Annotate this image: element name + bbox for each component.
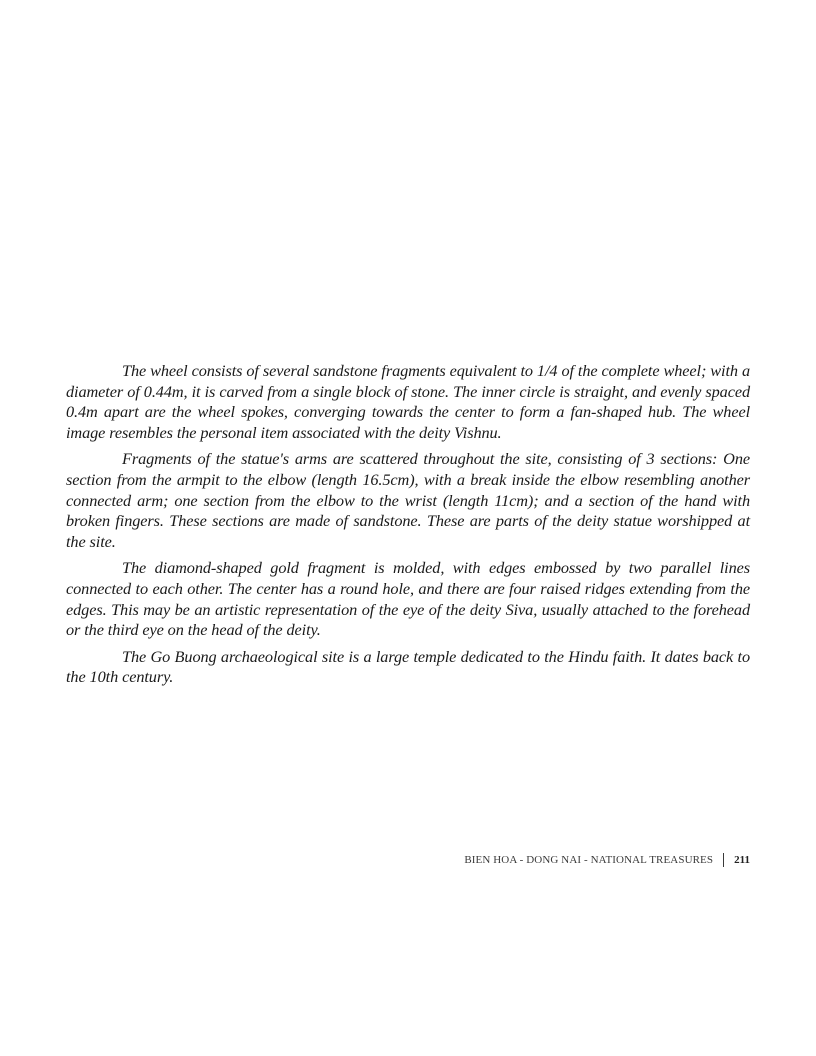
paragraph-wheel: The wheel consists of several sandstone fragments equivalent to 1/4 of the complete wheel; with a diameter of 0.44m, it is carved from a single block of stone. The inner circle is straight, and evenly spaced 0.4m apart are the wheel spokes, converging towards the center to form a fan-shaped hub. The wheel image resembles the personal item associated with the deity Vishnu. <box>66 361 750 442</box>
footer-divider <box>723 853 724 867</box>
paragraph-gold-fragment: The diamond-shaped gold fragment is molded, with edges embossed by two parallel lines connected to each other. The center has a round hole, and there are four raised ridges extending from the edges. This may be an artistic representation of the eye of the deity Siva, usually attached to the forehead or the third eye on the head of the deity. <box>66 558 750 640</box>
paragraph-site-summary: The Go Buong archaeological site is a large temple dedicated to the Hindu faith. It dates back to the 10th century. <box>66 646 750 687</box>
page-number: 211 <box>734 854 750 866</box>
footer-book-title: BIEN HOA - DONG NAI - NATIONAL TREASURES <box>464 854 714 866</box>
body-text <box>66 361 750 694</box>
page-footer <box>464 852 750 868</box>
paragraph-statue-arms: Fragments of the statue's arms are scattered throughout the site, consisting of 3 sections: One section from the armpit to the elbow (length 16.5cm), with a break inside the elbow resembling another connected arm; one section from the elbow to the wrist (length 11cm); and a section of the hand with broken fingers. These sections are made of sandstone. These are parts of the deity statue worshipped at the site. <box>66 449 750 551</box>
